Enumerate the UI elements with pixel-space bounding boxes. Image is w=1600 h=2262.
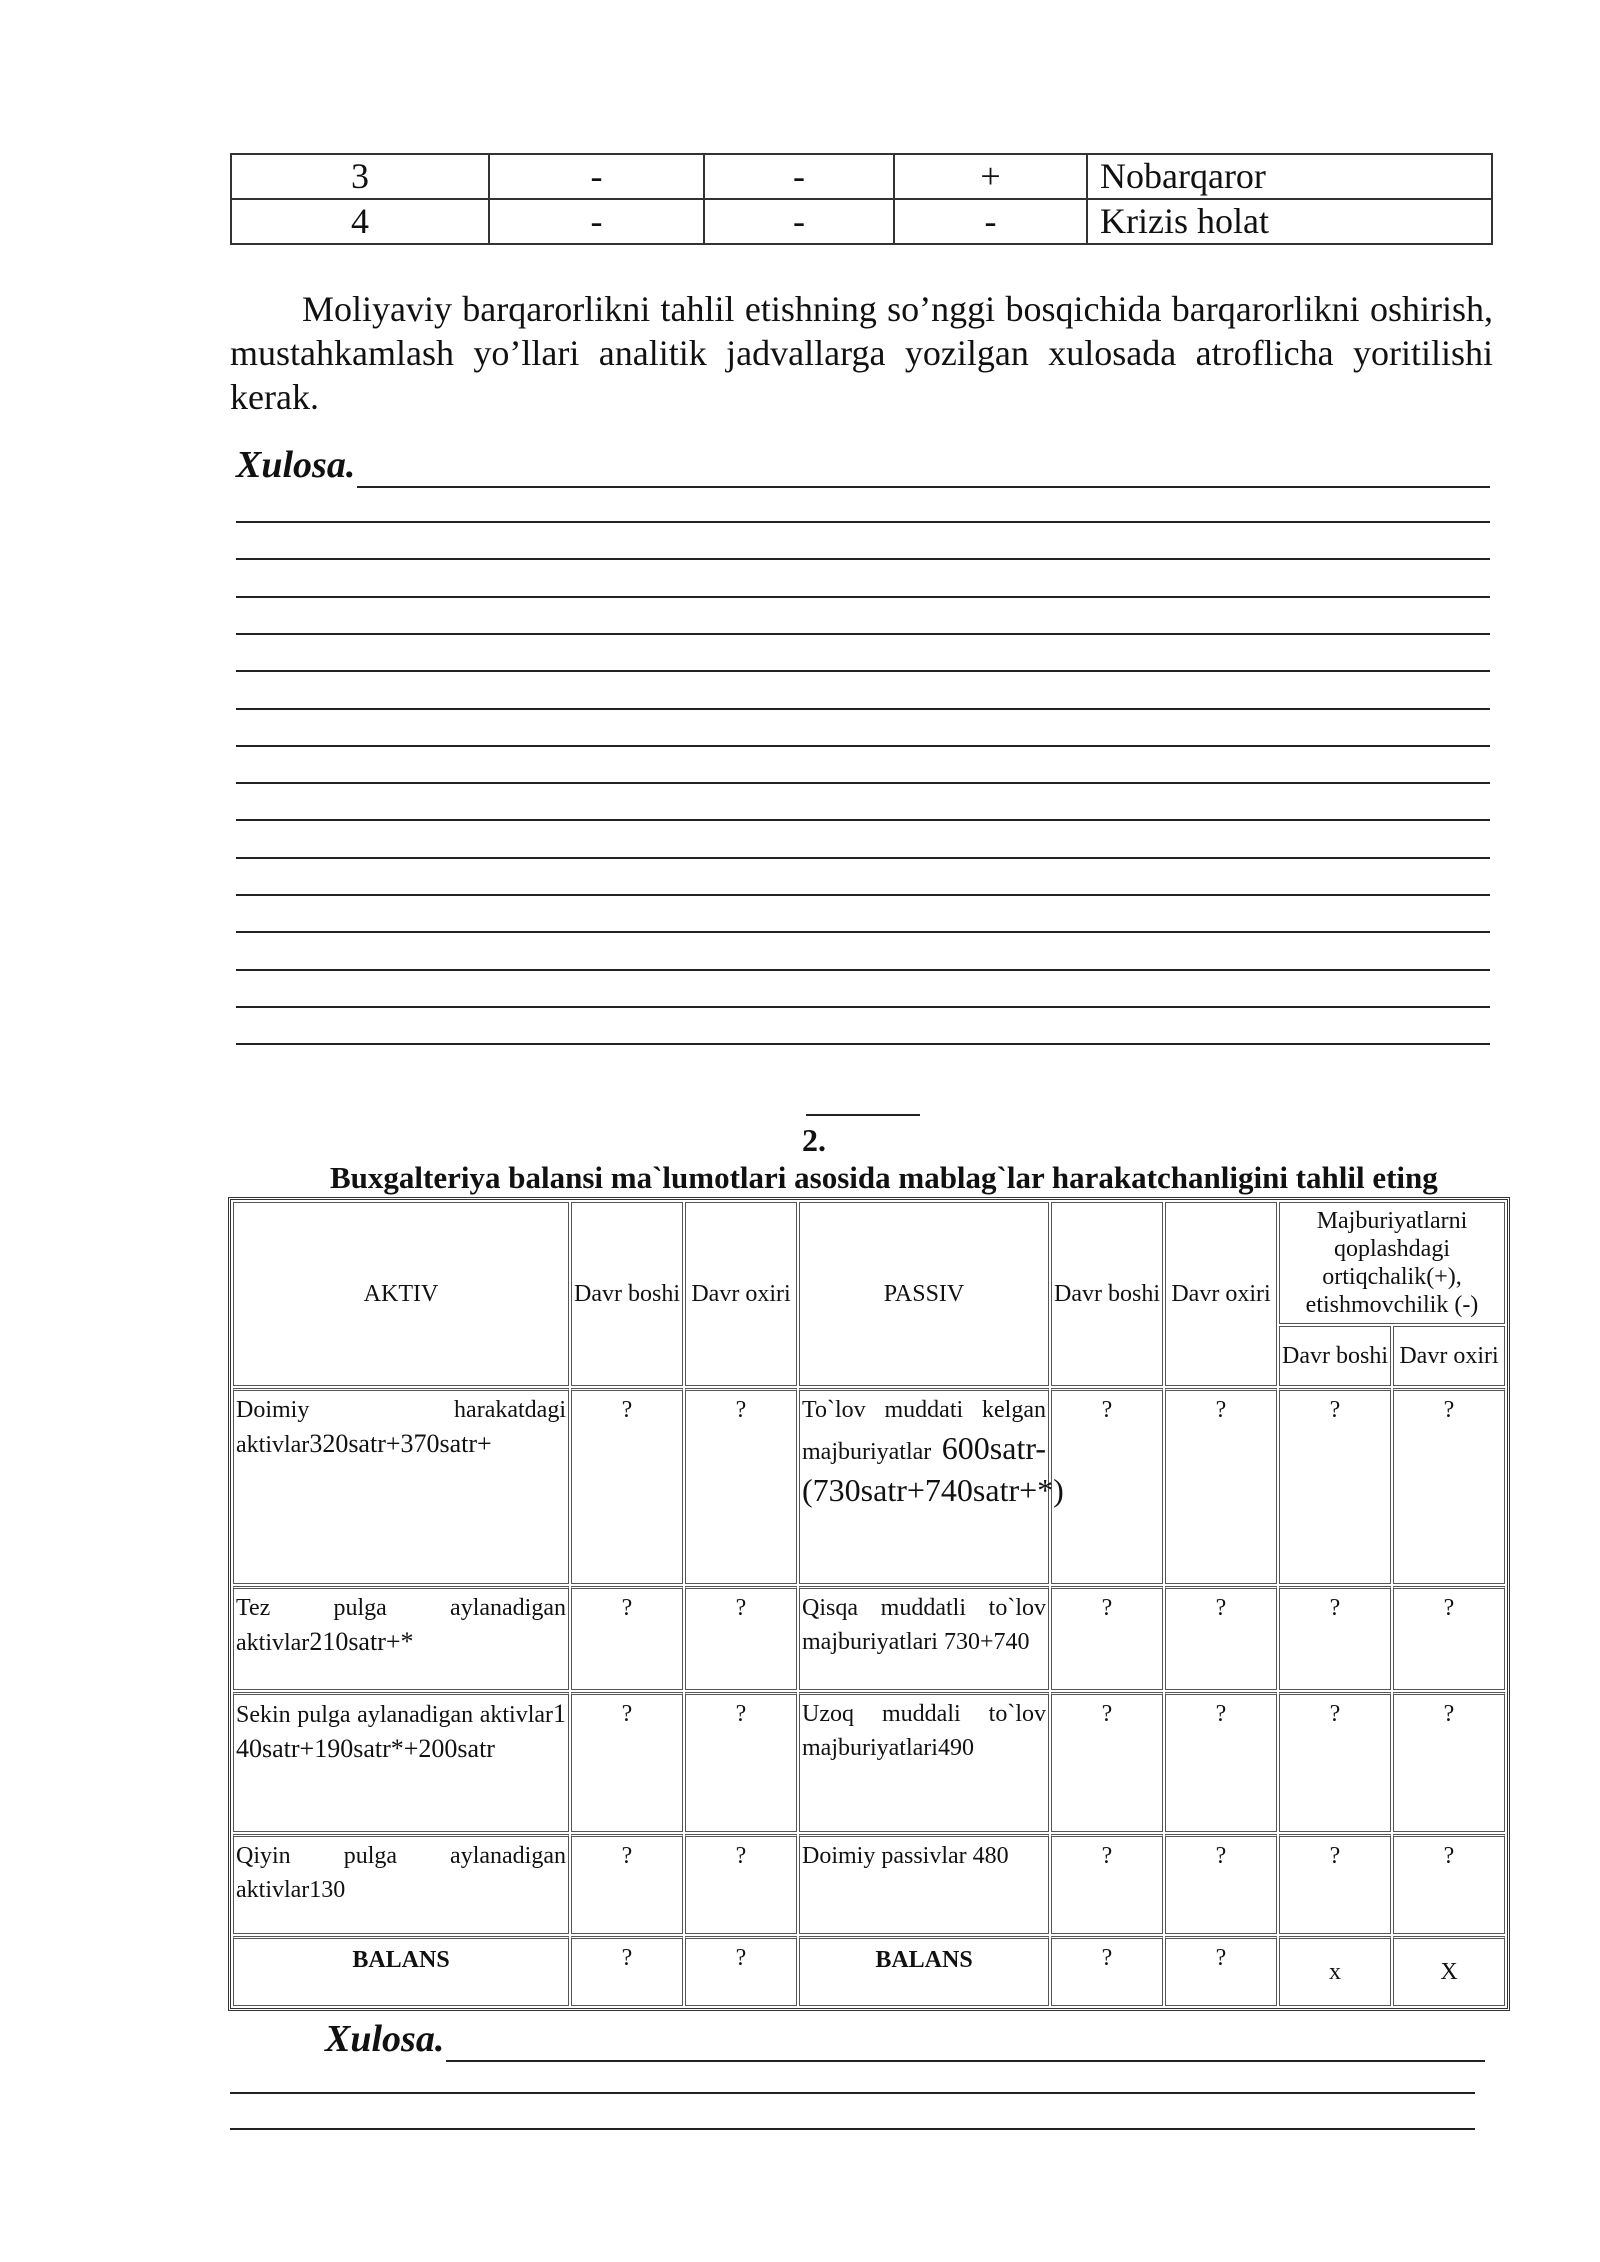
body-paragraph: Moliyaviy barqarorlikni tahlil etishning so’nggi bosqichida barqarorlikni oshirish, mustahkamlash yo’llari analitik jadvallarga yozilgan xulosada atroflicha yoritilishi kerak.: [230, 289, 1493, 417]
value-cell[interactable]: ?: [685, 1936, 797, 2006]
answer-line[interactable]: [236, 558, 1490, 560]
value-cell[interactable]: ?: [1165, 1834, 1277, 1934]
balance-row: [233, 1936, 1505, 2006]
value-cell[interactable]: ?: [1279, 1692, 1391, 1832]
passiv-cell: Qisqa muddatli to`lov majburiyatlari 730+740: [799, 1586, 1049, 1690]
value-cell[interactable]: ?: [1165, 1586, 1277, 1690]
table-cell: +: [894, 154, 1087, 199]
table-cell: -: [489, 154, 704, 199]
answer-line[interactable]: [236, 1006, 1490, 1008]
aktiv-cell: [233, 1692, 569, 1832]
section-number: 2.: [802, 1122, 826, 1158]
answer-line[interactable]: [236, 670, 1490, 672]
passiv-formula: 600satr-(730satr+740satr+*): [802, 1430, 1064, 1508]
answer-line[interactable]: [236, 819, 1490, 821]
value-cell[interactable]: ?: [685, 1586, 797, 1690]
answer-line[interactable]: [236, 633, 1490, 635]
value-cell: X: [1393, 1936, 1505, 2006]
conclusion-block: [236, 442, 1490, 488]
value-cell[interactable]: ?: [571, 1586, 683, 1690]
value-cell[interactable]: ?: [1051, 1936, 1163, 2006]
value-cell[interactable]: ?: [685, 1388, 797, 1584]
balance-label: BALANS: [799, 1936, 1049, 2006]
value-cell[interactable]: ?: [571, 1692, 683, 1832]
answer-line[interactable]: [357, 450, 1490, 488]
value-cell[interactable]: ?: [1279, 1834, 1391, 1934]
separator-line: [806, 1114, 920, 1116]
answer-line[interactable]: [236, 857, 1490, 859]
conclusion-label: Xulosa.: [236, 444, 356, 486]
table-cell: Nobarqaror: [1087, 154, 1492, 199]
aktiv-formula: 320satr+370satr+: [309, 1429, 492, 1458]
value-cell[interactable]: ?: [571, 1936, 683, 2006]
answer-line[interactable]: [236, 969, 1490, 971]
table-row: [231, 154, 1492, 199]
aktiv-label: Doimiy harakatdagi aktivlar: [236, 1397, 566, 1458]
conclusion-block: [325, 2016, 1485, 2062]
header-davr-oxiri: Davr oxiri: [1393, 1326, 1505, 1386]
table-row: [233, 1834, 1505, 1934]
value-cell[interactable]: ?: [1051, 1834, 1163, 1934]
answer-line[interactable]: [236, 894, 1490, 896]
aktiv-formula: 210satr+*: [309, 1627, 414, 1656]
answer-line[interactable]: [236, 931, 1490, 933]
table-row: [233, 1586, 1505, 1690]
table-cell: 3: [231, 154, 489, 199]
value-cell[interactable]: ?: [571, 1388, 683, 1584]
table-row: [233, 1692, 1505, 1832]
answer-line[interactable]: [236, 596, 1490, 598]
conclusion-label: Xulosa.: [325, 2018, 445, 2060]
aktiv-label: Sekin pulga aylanadigan aktivlar: [236, 1702, 553, 1728]
answer-line[interactable]: [446, 2024, 1485, 2062]
balance-table: [228, 1197, 1510, 2011]
table-cell: -: [489, 199, 704, 244]
value-cell[interactable]: ?: [1279, 1388, 1391, 1584]
header-davr-oxiri: Davr oxiri: [1165, 1202, 1277, 1386]
passiv-cell: [799, 1388, 1064, 1584]
value-cell[interactable]: ?: [1051, 1586, 1163, 1690]
value-cell[interactable]: ?: [685, 1692, 797, 1832]
value-cell[interactable]: ?: [1051, 1692, 1163, 1832]
table-cell: 4: [231, 199, 489, 244]
aktiv-cell: [233, 1388, 569, 1584]
answer-line[interactable]: [236, 708, 1490, 710]
value-cell[interactable]: ?: [571, 1834, 683, 1934]
header-aktiv: AKTIV: [233, 1202, 569, 1386]
value-cell[interactable]: ?: [1279, 1586, 1391, 1690]
answer-line[interactable]: [236, 745, 1490, 747]
value-cell[interactable]: ?: [1393, 1834, 1505, 1934]
aktiv-cell: Qiyin pulga aylanadigan aktivlar130: [233, 1834, 569, 1934]
header-passiv: PASSIV: [799, 1202, 1049, 1386]
header-davr-boshi: Davr boshi: [1279, 1326, 1391, 1386]
aktiv-formula: 140satr+190satr*+200satr: [236, 1699, 566, 1763]
value-cell[interactable]: ?: [1165, 1936, 1277, 2006]
answer-line[interactable]: [236, 782, 1490, 784]
table-row: [233, 1388, 1505, 1584]
value-cell[interactable]: ?: [685, 1834, 797, 1934]
answer-line[interactable]: [236, 521, 1490, 523]
answer-line[interactable]: [236, 1043, 1490, 1045]
aktiv-cell: [233, 1586, 569, 1690]
header-davr-oxiri: Davr oxiri: [685, 1202, 797, 1386]
value-cell[interactable]: ?: [1393, 1692, 1505, 1832]
value-cell[interactable]: ?: [1165, 1388, 1277, 1584]
header-majburiyat: Majburiyatlarni qoplashdagi ortiqchalik(+), etishmovchilik (-): [1279, 1202, 1505, 1324]
balance-label: BALANS: [233, 1936, 569, 2006]
table-cell: -: [704, 199, 894, 244]
section-heading: Buxgalteriya balansi ma`lumotlari asosida mablag`lar harakatchanligini tahlil eting: [330, 1160, 1438, 1195]
header-row: [233, 1202, 1505, 1324]
value-cell[interactable]: ?: [1393, 1388, 1505, 1584]
answer-line[interactable]: [230, 2092, 1475, 2094]
passiv-label: To`lov muddati kelgan majburiyatlar: [802, 1397, 1046, 1465]
value-cell: x: [1279, 1936, 1391, 2006]
status-table: [230, 153, 1493, 245]
header-davr-boshi: Davr boshi: [571, 1202, 683, 1386]
passiv-cell: Uzoq muddali to`lov majburiyatlari490: [799, 1692, 1049, 1832]
table-cell: -: [704, 154, 894, 199]
value-cell[interactable]: ?: [1393, 1586, 1505, 1690]
passiv-cell: Doimiy passivlar 480: [799, 1834, 1049, 1934]
table-row: [231, 199, 1492, 244]
table-cell: -: [894, 199, 1087, 244]
aktiv-label: Tez pulga aylanadigan aktivlar: [236, 1595, 566, 1656]
header-davr-boshi: Davr boshi: [1051, 1202, 1163, 1386]
table-cell: Krizis holat: [1087, 199, 1492, 244]
value-cell[interactable]: ?: [1051, 1388, 1163, 1584]
value-cell[interactable]: ?: [1165, 1692, 1277, 1832]
answer-line[interactable]: [230, 2128, 1475, 2130]
